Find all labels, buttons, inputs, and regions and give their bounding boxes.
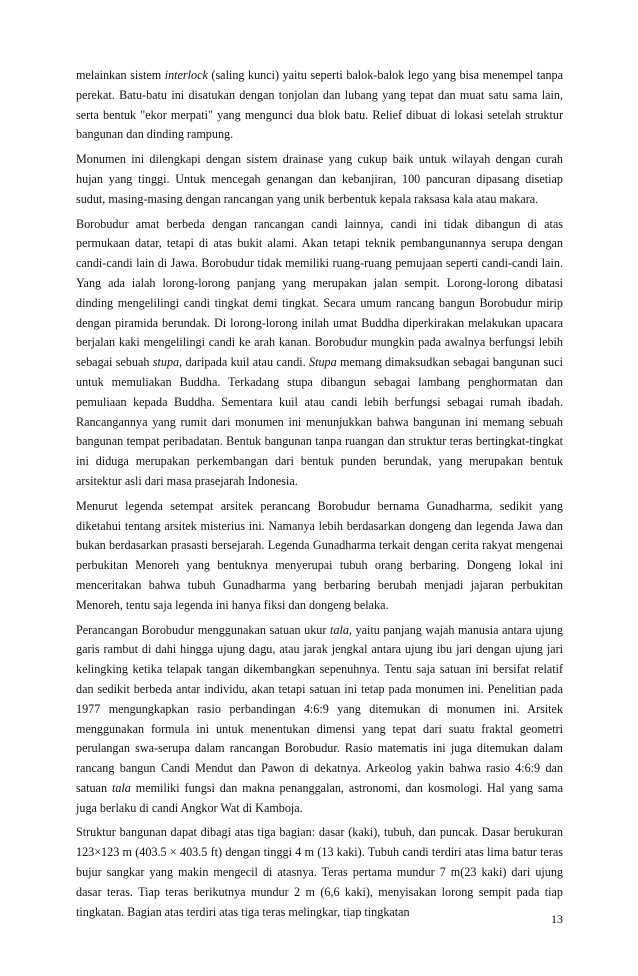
italic-term: stupa: [152, 355, 180, 370]
text-run: Monumen ini dilengkapi dengan sistem drainase yang cukup baik untuk wilayah dengan curah hujan yang tinggi. Untuk mencegah genangan dan kebanjiran, 100 pancuran dipasang disetiap sudut, masing-masing dengan rancangan yang unik berbentuk kepala raksasa kala atau makara.: [76, 152, 563, 206]
paragraph: [76, 823, 563, 922]
paragraph: [76, 497, 563, 616]
text-run: memiliki fungsi dan makna penanggalan, astronomi, dan kosmologi. Hal yang sama juga berlaku di candi Angkor Wat di Kamboja.: [76, 780, 563, 815]
text-run: Perancangan Borobudur menggunakan satuan ukur: [76, 622, 330, 637]
italic-term: tala: [111, 780, 131, 795]
body-text: [76, 66, 563, 927]
italic-term: interlock: [164, 68, 208, 82]
italic-term: tala: [330, 622, 349, 637]
paragraph: [76, 150, 563, 209]
text-run: Borobudur amat berbeda dengan rancangan candi lainnya, candi ini tidak dibangun di atas permukaan datar, tetapi di atas bukit alami. Akan tetapi teknik pembangunannya serupa dengan candi-candi lain di Jawa. Borobudur tidak memiliki ruang-ruang pemujaan seperti candi-candi lain. Yang ada ialah lorong-lorong panjang yang merupakan jalan sempit. Lorong-lorong dibatasi dinding mengelilingi candi tingkat demi tingkat. Secara umum rancang bangun Borobudur mirip dengan piramida berundak. Di lorong-lorong inilah umat Buddha diperkirakan melakukan upacara berjalan kaki mengelilingi candi ke arah kanan. Borobudur mungkin pada awalnya berfungsi lebih sebagai sebuah: [76, 216, 563, 370]
text-run: memang dimaksudkan sebagai bangunan suci untuk memuliakan Buddha. Terkadang stupa dibangun sebagai lambang penghormatan dan pemuliaan kepada Buddha. Sementara kuil atau candi lebih berfungsi sebagai rumah ibadah. Rancangannya yang rumit dari monumen ini menunjukkan bahwa bangunan ini memang sebuah bangunan tempat peribadatan. Bentuk bangunan tanpa ruangan dan struktur teras bertingkat-tingkat ini diduga merupakan perkembangan dari bentuk punden berundak, yang merupakan bentuk arsitektur asli dari masa prasejarah Indonesia.: [76, 355, 564, 488]
text-run: Struktur bangunan dapat dibagi atas tiga bagian: dasar (kaki), tubuh, dan puncak. Dasar berukuran 123×123 m (403.5 × 403.5 ft) dengan tinggi 4 m (13 kaki). Tubuh candi terdiri atas lima batur teras bujur sangkar yang makin mengecil di atasnya. Teras pertama mundur 7 m(23 kaki) dari ujung dasar teras. Tiap teras berikutnya mundur 2 m (6,6 kaki), menyisakan lorong sempit pada tiap tingkatan. Bagian atas terdiri atas tiga teras melingkar, tiap tingkatan: [76, 825, 563, 919]
italic-term: Stupa: [309, 355, 337, 370]
text-run: melainkan sistem: [76, 68, 165, 82]
paragraph: [76, 66, 563, 145]
text-run: Menurut legenda setempat arsitek perancang Borobudur bernama Gunadharma, sedikit yang diketahui tentang arsitek misterius ini. Namanya lebih berdasarkan dongeng dan legenda Jawa dan bukan berdasarkan prasasti bersejarah. Legenda Gunadharma terkait dengan cerita rakyat mengenai perbukitan Menoreh yang bentuknya menyerupai tubuh orang berbaring. Dongeng lokal ini menceritakan bahwa tubuh Gunadharma yang berbaring berubah menjadi jajaran perbukitan Menoreh, tentu saja legenda ini hanya fiksi dan dongeng belaka.: [76, 498, 563, 612]
text-run: , daripada kuil atau candi.: [179, 355, 309, 370]
text-run: , yaitu panjang wajah manusia antara ujung garis rambut di dahi hingga ujung dagu, atau jarak jengkal antara ujung ibu jari dengan ujung jari kelingking ketika telapak tangan dikembangkan sepenuhnya. Tentu saja satuan ini bersifat relatif dan sedikit berbeda antar individu, akan tetapi satuan ini tetap pada monumen ini. Penelitian pada 1977 mengungkapkan rasio perbandingan 4:6:9 yang ditemukan di monumen ini. Arsitek menggunakan formula ini untuk menentukan dimensi yang tepat dari suatu fraktal geometri perulangan swa-serupa dalam rancangan Borobudur. Rasio matematis ini juga ditemukan dalam rancang bangun Candi Mendut dan Pawon di dekatnya. Arkeolog yakin bahwa rasio 4:6:9 dan satuan: [76, 622, 563, 795]
text-run: (saling kunci) yaitu seperti balok-balok lego yang bisa menempel tanpa perekat. Batu-batu ini disatukan dengan tonjolan dan lubang yang tepat dan muat satu sama lain, serta bentuk "ekor merpati" yang mengunci dua blok batu. Relief dibuat di lokasi setelah struktur bangunan dan dinding rampung.: [76, 68, 563, 142]
page-number: 13: [551, 912, 563, 926]
paragraph: [76, 215, 563, 492]
paragraph: [76, 621, 563, 819]
